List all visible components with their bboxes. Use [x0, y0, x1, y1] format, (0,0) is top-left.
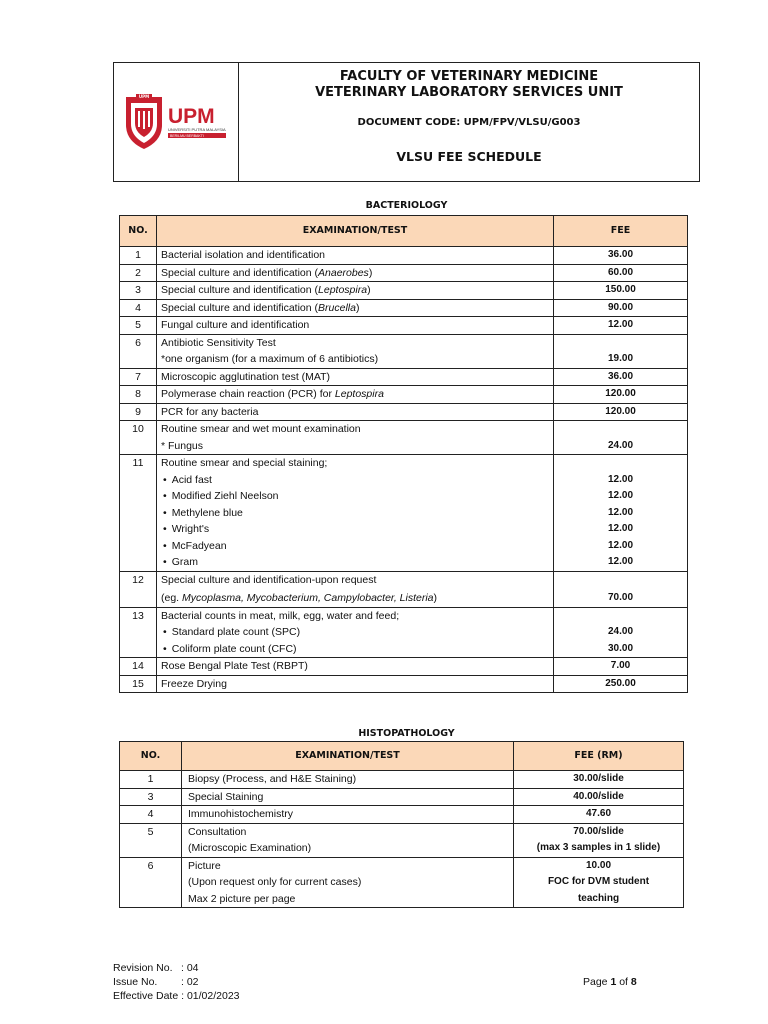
row-number: 10 [120, 421, 157, 455]
row-test [157, 607, 554, 658]
bacteriology-title: BACTERIOLOGY [365, 200, 448, 211]
test-line: Immunohistochemistry [188, 808, 294, 820]
histopathology-table [119, 741, 684, 908]
test-emphasis: Anaerobes [318, 266, 369, 279]
test-text: Special culture and identification-upon request [161, 573, 377, 586]
row-number: 4 [120, 299, 157, 317]
bullet-item [161, 472, 549, 489]
row-fee: 60.00 [554, 264, 688, 282]
test-label [161, 300, 549, 317]
row-number: 3 [120, 788, 182, 806]
bullet-fee: 12.00 [607, 523, 634, 534]
row-number: 9 [120, 403, 157, 421]
revision-label: Revision No. [113, 962, 173, 974]
test-text: Microscopic agglutination test (MAT) [161, 370, 331, 383]
test-text: Fungal culture and identification [161, 319, 310, 331]
bullet-fee: 30.00 [607, 642, 634, 654]
test-line: Max 2 picture per page [188, 892, 296, 905]
test-text: Routine smear and wet mount examination [161, 423, 361, 435]
fee-line: 30.00/slide [573, 773, 624, 784]
bullet-item [161, 505, 549, 522]
test-label [161, 572, 549, 589]
effective-label: Effective Date [113, 990, 179, 1002]
row-number: 11 [120, 455, 157, 572]
row-test [157, 421, 554, 455]
test-line: Consultation [188, 825, 247, 838]
col-header-no: NO. [120, 742, 182, 771]
test-label [161, 282, 549, 299]
test-tail: ) [367, 284, 371, 296]
row-fee: 12.00 [554, 317, 688, 335]
test-subline: * Fungus [161, 439, 204, 452]
row-number: 15 [120, 675, 157, 693]
fee-line: 47.60 [585, 808, 612, 819]
bullet-fee: 12.00 [607, 490, 634, 501]
row-test [182, 806, 514, 824]
row-fee [514, 857, 684, 908]
table-row [120, 455, 688, 572]
row-fee: 120.00 [554, 403, 688, 421]
row-fee: 120.00 [554, 386, 688, 404]
page-of: of [616, 976, 631, 988]
row-test [157, 334, 554, 368]
issue-value: : 02 [181, 976, 199, 988]
bullet-item [161, 554, 549, 571]
test-label [161, 247, 549, 264]
bullet-label: Acid fast [171, 473, 212, 486]
logo-shield-text: UPM [138, 94, 150, 99]
bullet-label: Modified Ziehl Neelson [171, 490, 279, 502]
fee-line: 40.00/slide [573, 790, 624, 802]
test-subline: *one organism (for a maximum of 6 antibiotics) [161, 353, 379, 365]
test-emphasis: Brucella [318, 301, 356, 314]
test-tail: ) [355, 301, 360, 314]
row-test [182, 788, 514, 806]
row-number: 8 [120, 386, 157, 404]
table-row [120, 334, 688, 368]
bullet-label: Gram [171, 556, 198, 568]
row-number: 6 [120, 334, 157, 368]
row-test [157, 368, 554, 386]
test-label [161, 608, 549, 625]
table-row [120, 571, 688, 607]
logo-subtext: UNIVERSITI PUTRA MALAYSIA [168, 127, 226, 132]
table-row [120, 857, 684, 908]
bullet-item [161, 624, 549, 641]
sub-emphasis: Mycoplasma, Mycobacterium, Campylobacter, Listeria [182, 592, 434, 604]
fee-line: teaching [577, 892, 620, 904]
logo-motto: BERILMU BERBAKTI [170, 134, 204, 138]
row-number: 1 [120, 771, 182, 789]
row-fee [514, 788, 684, 806]
row-test [157, 317, 554, 335]
issue-label: Issue No. [113, 976, 158, 988]
fee-line: 10.00 [585, 859, 612, 871]
row-number: 14 [120, 658, 157, 676]
col-header-test: EXAMINATION/TEST [157, 216, 554, 247]
bullet-label: Standard plate count (SPC) [171, 626, 301, 638]
table-row [120, 788, 684, 806]
logo-text: UPM [168, 105, 215, 128]
test-text: Special culture and identification ( [161, 301, 319, 314]
page-prefix: Page [583, 976, 611, 988]
row-fee: 70.00 [554, 571, 688, 607]
revision-info [113, 961, 240, 1003]
row-fee [514, 771, 684, 789]
table-row [120, 282, 688, 300]
row-number: 7 [120, 368, 157, 386]
bullet-fee: 12.00 [607, 506, 634, 518]
row-test [157, 299, 554, 317]
test-text: Bacterial isolation and identification [161, 249, 326, 261]
sub-post: ) [433, 592, 438, 604]
row-fee: 36.00 [554, 368, 688, 386]
bullet-fee: 12.00 [607, 539, 634, 551]
row-fee: 90.00 [554, 299, 688, 317]
row-number: 12 [120, 571, 157, 607]
logo-cell [114, 63, 239, 181]
col-header-test: EXAMINATION/TEST [182, 742, 514, 771]
test-line: (Upon request only for current cases) [188, 876, 362, 888]
bullet-fee: 24.00 [607, 626, 634, 637]
row-test [157, 403, 554, 421]
test-emphasis: Leptospira [318, 284, 368, 296]
col-header-no: NO. [120, 216, 157, 247]
row-fee [514, 806, 684, 824]
bullet-fee: 12.00 [607, 556, 634, 567]
row-test [157, 571, 554, 607]
bullet-item [161, 521, 549, 538]
col-header-fee: FEE [554, 216, 688, 247]
row-test [157, 247, 554, 265]
test-label [161, 421, 549, 438]
test-emphasis: Leptospira [334, 388, 384, 400]
page-number [583, 976, 637, 988]
table-row [120, 806, 684, 824]
bullet-label: Coliform plate count (CFC) [171, 642, 297, 655]
row-test [157, 264, 554, 282]
table-row [120, 368, 688, 386]
col-header-fee: FEE (RM) [514, 742, 684, 771]
test-label [161, 335, 549, 352]
row-test [182, 857, 514, 908]
row-test [182, 771, 514, 789]
test-label [161, 317, 549, 334]
row-number: 5 [120, 317, 157, 335]
row-fee [514, 823, 684, 857]
fee-line: 70.00/slide [573, 825, 624, 837]
row-number: 5 [120, 823, 182, 857]
page-current: 1 [610, 976, 617, 988]
test-text: Special culture and identification ( [161, 284, 319, 296]
sub-pre: (eg. [161, 592, 183, 604]
test-text: Bacterial counts in meat, milk, egg, water and feed; [161, 609, 400, 622]
test-subline [161, 588, 549, 607]
row-fee: 19.00 [554, 334, 688, 368]
row-test [157, 455, 554, 572]
row-fee: 250.00 [554, 675, 688, 693]
fee-line: (max 3 samples in 1 slide) [536, 842, 661, 853]
test-text: PCR for any bacteria [161, 405, 259, 418]
row-fee: 24.00 [554, 421, 688, 455]
row-test [157, 658, 554, 676]
row-test [157, 282, 554, 300]
test-label [161, 265, 549, 282]
bullet-item [161, 538, 549, 555]
row-number: 4 [120, 806, 182, 824]
row-fee [554, 455, 688, 572]
bullet-label: Methylene blue [171, 506, 243, 519]
table-row [120, 421, 688, 455]
test-line: Picture [188, 859, 221, 872]
test-label [161, 676, 549, 693]
table-row [120, 317, 688, 335]
fee-line: FOC for DVM student [547, 876, 650, 887]
row-number: 6 [120, 857, 182, 908]
unit-name: VETERINARY LABORATORY SERVICES UNIT [315, 85, 623, 100]
effective-value: : 01/02/2023 [181, 990, 240, 1002]
revision-value: : 04 [181, 962, 199, 974]
table-row [120, 675, 688, 693]
test-label [161, 386, 549, 403]
test-label [161, 658, 549, 675]
test-tail: ) [368, 266, 373, 279]
row-number: 1 [120, 247, 157, 265]
bullet-item [161, 641, 549, 658]
row-test [157, 386, 554, 404]
histopathology-title: HISTOPATHOLOGY [358, 728, 455, 739]
bullet-fee: 12.00 [607, 473, 634, 485]
table-row [120, 247, 688, 265]
test-text: Special culture and identification ( [161, 266, 319, 279]
test-label [161, 404, 549, 421]
row-fee: 36.00 [554, 247, 688, 265]
document-title: VLSU FEE SCHEDULE [396, 149, 542, 164]
table-row [120, 386, 688, 404]
bullet-item [161, 488, 549, 505]
test-text: Routine smear and special staining; [161, 457, 328, 469]
table-row [120, 658, 688, 676]
row-number: 3 [120, 282, 157, 300]
table-row [120, 607, 688, 658]
faculty-name: FACULTY OF VETERINARY MEDICINE [339, 69, 599, 84]
test-text: Freeze Drying [161, 677, 227, 690]
test-label [161, 455, 549, 472]
row-fee: 7.00 [554, 658, 688, 676]
bullet-label: Wright's [171, 523, 210, 535]
document-header [113, 62, 700, 182]
test-line: Special Staining [188, 790, 264, 803]
test-label [161, 369, 549, 386]
table-row [120, 403, 688, 421]
test-text: Antibiotic Sensitivity Test [161, 336, 276, 349]
bullet-label: McFadyean [171, 539, 227, 552]
table-row [120, 823, 684, 857]
row-fee: 150.00 [554, 282, 688, 300]
test-text: Rose Bengal Plate Test (RBPT) [161, 660, 308, 672]
row-number: 13 [120, 607, 157, 658]
test-line: (Microscopic Examination) [188, 842, 312, 854]
upm-logo [122, 93, 232, 153]
row-number: 2 [120, 264, 157, 282]
bacteriology-table [119, 215, 688, 693]
row-test [157, 675, 554, 693]
page-total: 8 [630, 976, 637, 988]
table-row [120, 299, 688, 317]
test-line: Biopsy (Process, and H&E Staining) [188, 773, 357, 785]
test-text: Polymerase chain reaction (PCR) for [161, 388, 335, 400]
row-test [182, 823, 514, 857]
table-row [120, 264, 688, 282]
document-code: DOCUMENT CODE: UPM/FPV/VLSU/G003 [357, 117, 581, 128]
row-fee [554, 607, 688, 658]
table-row [120, 771, 684, 789]
